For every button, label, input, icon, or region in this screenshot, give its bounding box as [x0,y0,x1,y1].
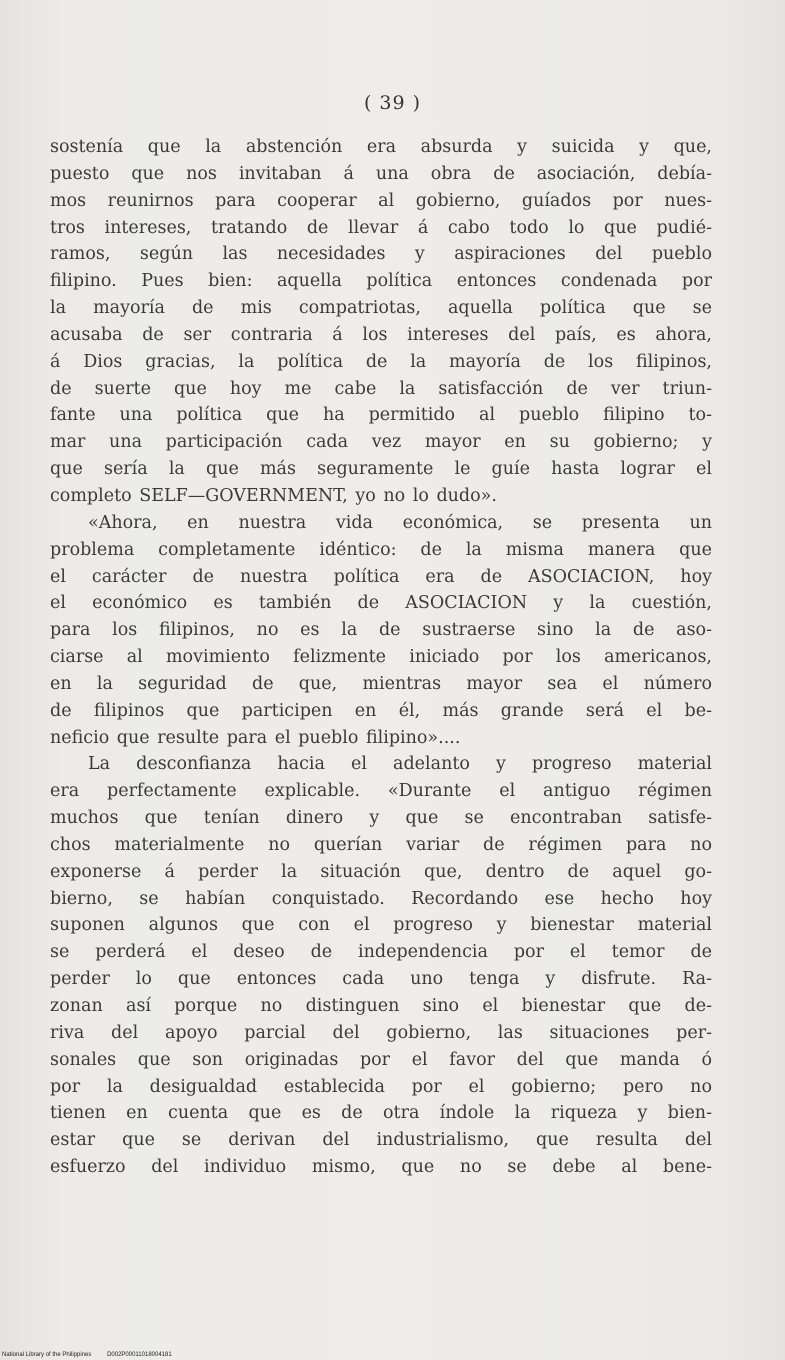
text-line: «Ahora, en nuestra vida económica, se presenta un [88,512,712,533]
text-line: era perfectamente explicable. «Durante el antiguo régimen [50,781,712,802]
text-line: suponen algunos que con el progreso y bienestar material [50,915,712,936]
text-line: exponerse á perder la situación que, dentro de aquel go- [50,861,712,882]
text-line: fante una política que ha permitido al pueblo filipino to- [50,405,712,426]
text-line: que sería la que más seguramente le guíe hasta lograr el [50,459,712,480]
text-line: mar una participación cada vez mayor en su gobierno; y [50,432,712,453]
text-line: muchos que tenían dinero y que se encontraban satisfe- [50,808,712,829]
text-line: problema completamente idéntico: de la misma manera que [50,539,712,560]
text-line: sostenía que la abstención era absurda y suicida y que, [50,137,712,157]
text-line: chos materialmente no querían variar de régimen para no [50,834,712,855]
text-line: se perderá el deseo de independencia por el temor de [50,942,712,963]
text-line: bierno, se habían conquistado. Recordando ese hecho hoy [50,888,712,909]
text-line: tros intereses, tratando de llevar á cabo todo lo que pudié- [50,217,712,238]
text-line: para los filipinos, no es la de sustraerse sino la de aso- [50,620,712,641]
text-line: de suerte que hoy me cabe la satisfacción de ver triun- [50,378,712,399]
text-line: filipino. Pues bien: aquella política entonces condenada por [50,271,712,292]
text-line: riva del apoyo parcial del gobierno, las situaciones per- [50,1022,712,1043]
text-line: de filipinos que participen en él, más grande será el be- [50,700,712,721]
text-line: puesto que nos invitaban á una obra de asociación, debía- [50,163,712,184]
body-text [50,134,712,1181]
text-line: en la seguridad de que, mientras mayor sea el número [50,673,712,694]
text-line: esfuerzo del individuo mismo, que no se debe al bene- [50,1157,712,1178]
text-line: estar que se derivan del industrialismo, que resulta del [50,1130,712,1151]
text-line: sonales que son originadas por el favor del que manda ó [50,1049,712,1070]
text-line: mos reunirnos para cooperar al gobierno, guíados por nues- [50,190,712,211]
text-line: completo SELF—GOVERNMENT, yo no lo dudo». [50,485,497,506]
text-line: el carácter de nuestra política era de ASOCIACION, hoy [50,566,712,587]
text-line: La desconfianza hacia el adelanto y progreso material [88,754,712,775]
text-line: por la desigualdad establecida por el gobierno; pero no [50,1076,712,1097]
page-number: ( 39 ) [363,92,422,114]
text-line: ciarse al movimiento felizmente iniciado por los americanos, [50,647,712,668]
text-line: zonan así porque no distinguen sino el bienestar que de- [50,996,712,1016]
text-line: perder lo que entonces cada uno tenga y disfrute. Ra- [50,969,712,990]
library-credit: National Library of the Philippines [2,1352,92,1358]
text-line: acusaba de ser contraria á los intereses del país, es ahora, [50,324,712,345]
text-line: ramos, según las necesidades y aspiraciones del pueblo [50,244,712,265]
scan-code: D002P00011018004181 [107,1352,172,1358]
scan-footer [2,1352,186,1358]
text-line: la mayoría de mis compatriotas, aquella política que se [50,298,712,319]
text-line: tienen en cuenta que es de otra índole la riqueza y bien- [50,1103,712,1124]
text-line: neficio que resulte para el pueblo filipino».... [50,727,461,748]
text-line: á Dios gracias, la política de la mayoría de los filipinos, [50,351,712,372]
text-line: el económico es también de ASOCIACION y la cuestión, [50,593,712,614]
